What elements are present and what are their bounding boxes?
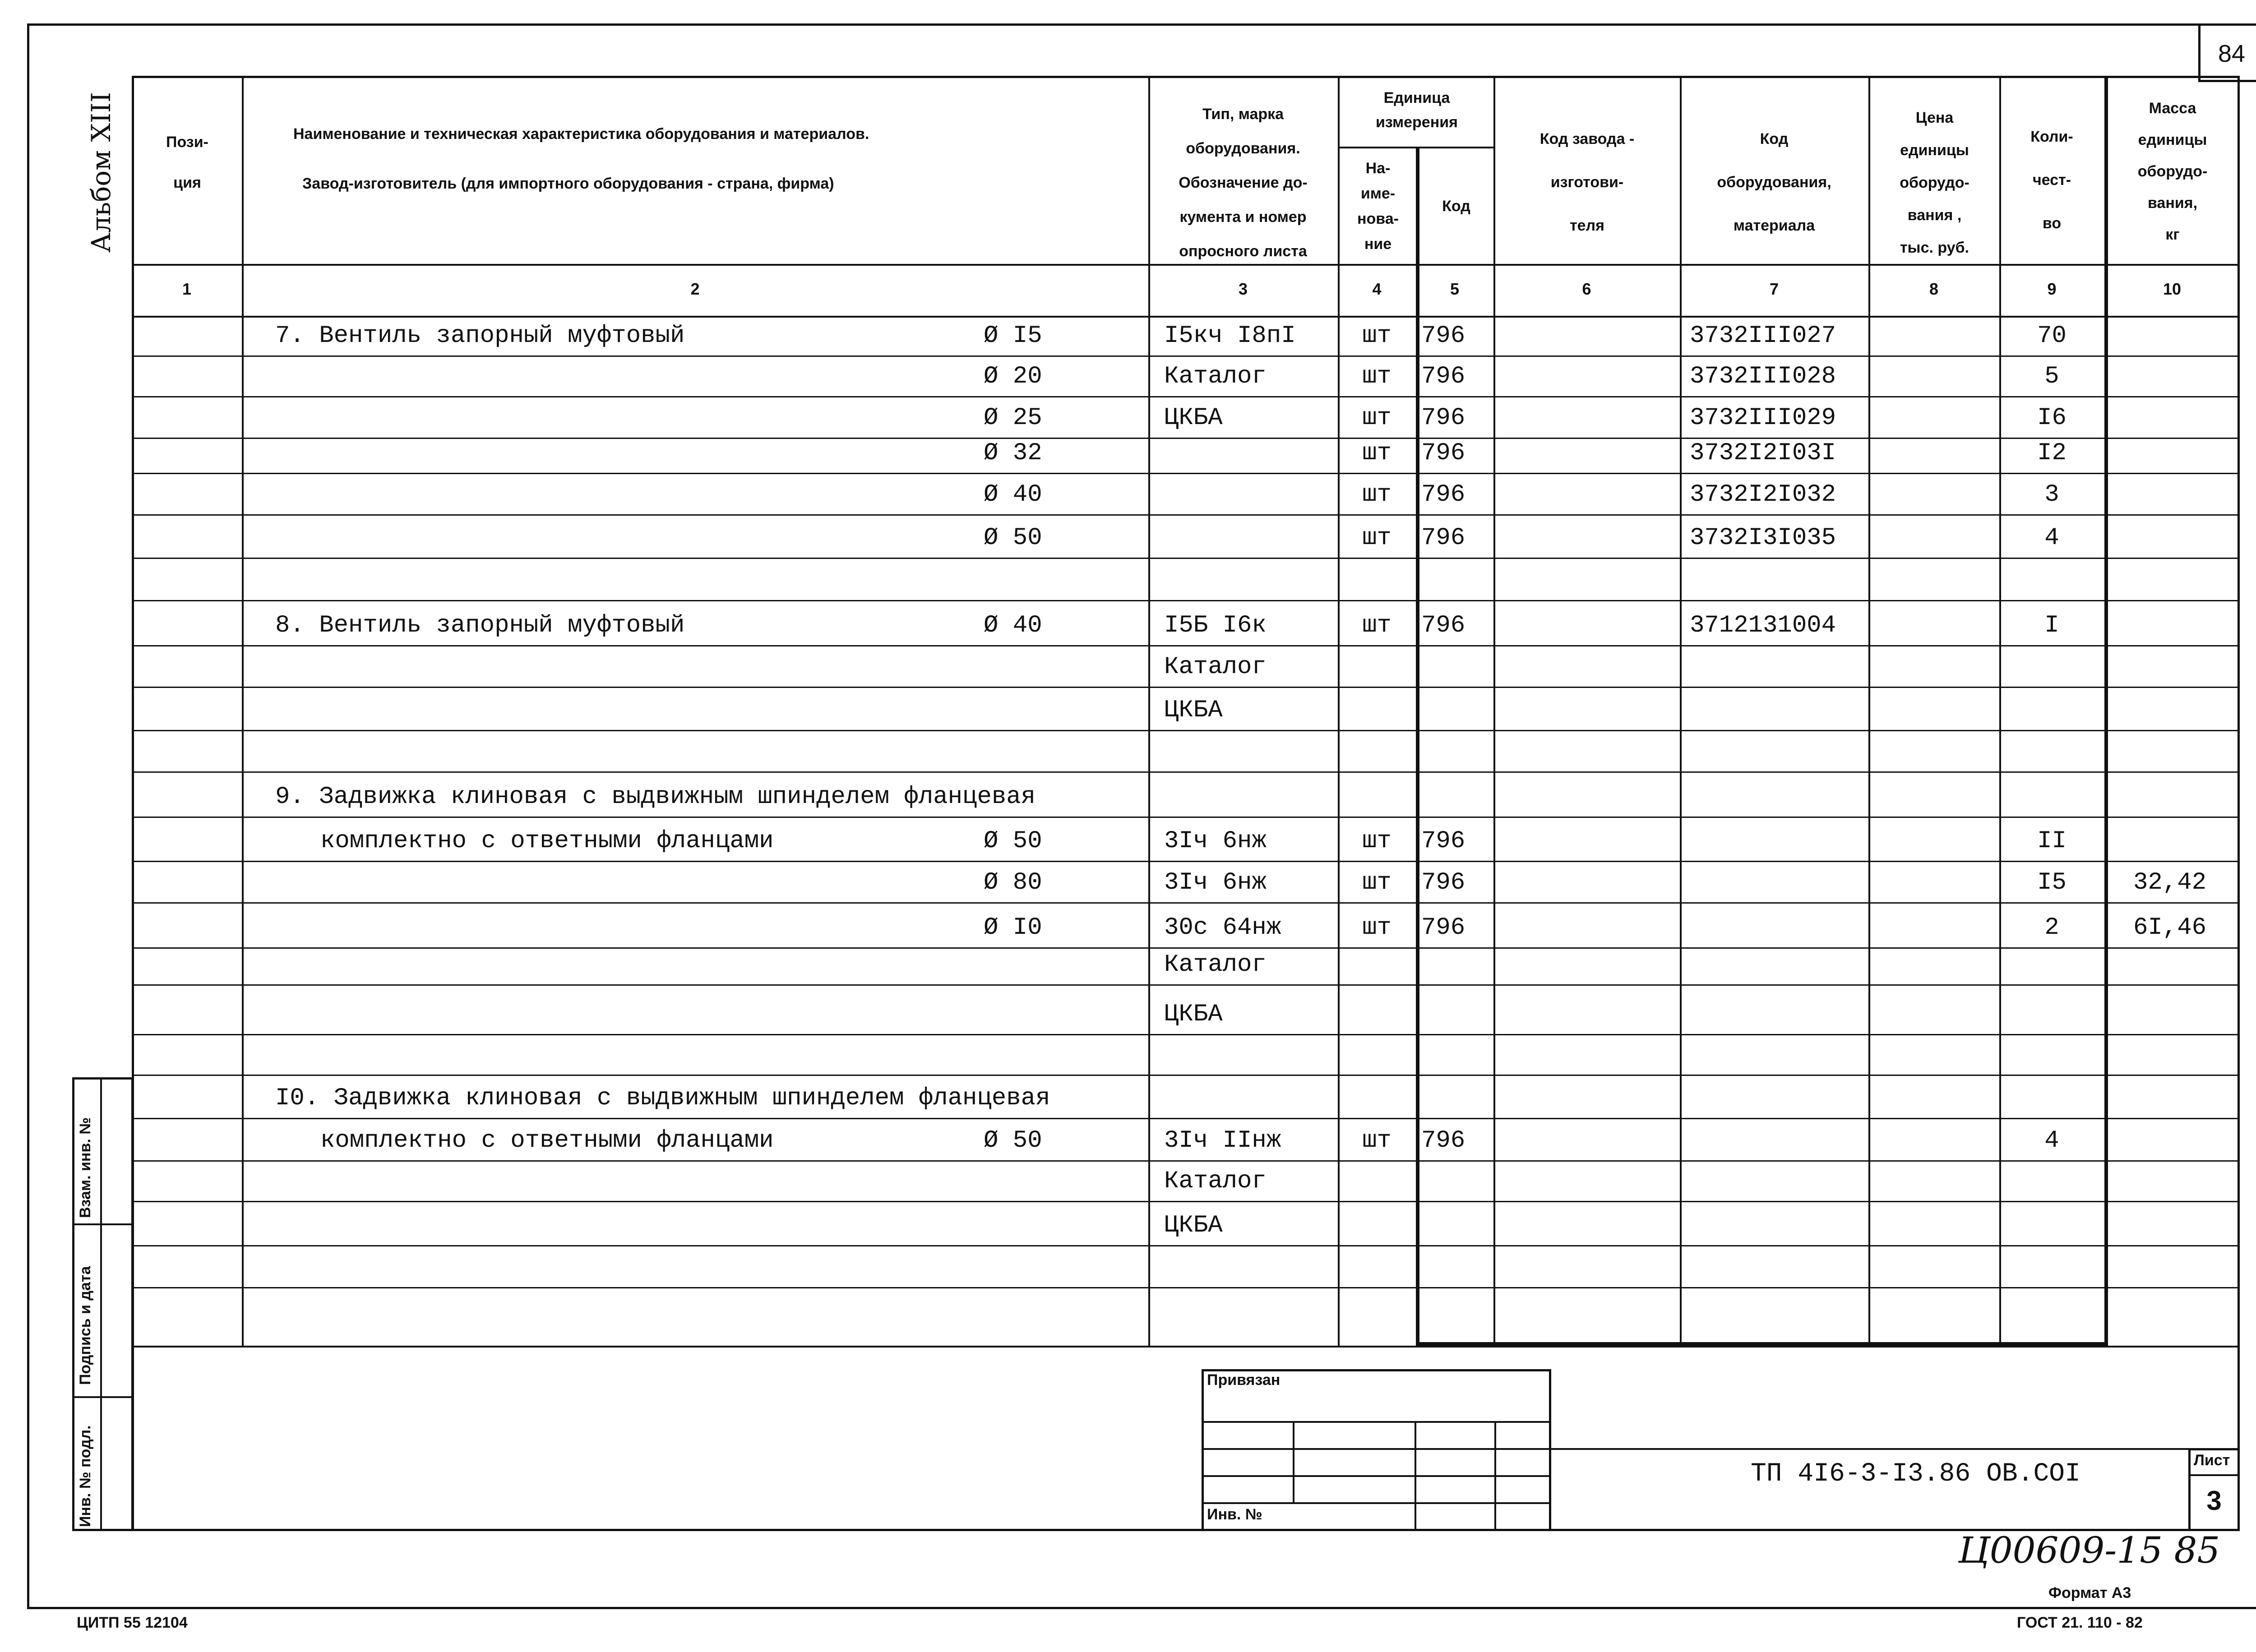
row-name: 7. Вентиль запорный муфтовый <box>275 322 685 350</box>
row-mass: 32,42 <box>2133 869 2207 896</box>
row-unit: шт <box>1362 524 1392 552</box>
row-unit-code: 796 <box>1421 1127 1465 1154</box>
header-price: Цена единицы оборудо- вания , тыс. руб. <box>1900 109 1969 256</box>
row-diameter: Ø 50 <box>984 827 1042 855</box>
row-type: ЦКБА <box>1164 1212 1223 1239</box>
colnum-5: 5 <box>1450 280 1460 298</box>
row-unit: шт <box>1362 363 1392 390</box>
header-unit-code: Код <box>1442 198 1470 215</box>
row-quantity: I5 <box>2037 869 2066 896</box>
table-row <box>132 1245 2240 1287</box>
row-quantity: 5 <box>2044 363 2059 390</box>
header-name-line1: Наименование и техническая характеристика оборудования и материалов. <box>293 125 869 143</box>
row-type: 3Iч 6нж <box>1164 869 1267 896</box>
table-row <box>132 1034 2240 1075</box>
row-type: Каталог <box>1164 1167 1267 1195</box>
row-diameter: Ø I0 <box>984 914 1042 941</box>
attached-label: Привязан <box>1207 1371 1281 1389</box>
header-position: Пози- ция <box>166 134 208 191</box>
colnum-4: 4 <box>1372 280 1382 298</box>
row-quantity: 4 <box>2044 1127 2059 1154</box>
row-name: 9. Задвижка клиновая с выдвижным шпинделем фланцевая <box>275 783 1036 811</box>
colnum-10: 10 <box>2163 280 2182 298</box>
table-row <box>132 1287 2240 1346</box>
side-label-vzam: Взам. инв. № <box>77 1117 94 1218</box>
row-unit-code: 796 <box>1421 404 1465 432</box>
row-type: Каталог <box>1164 951 1267 978</box>
row-type: 30с 64нж <box>1164 914 1281 941</box>
row-equipment-code: 3732I2I032 <box>1690 481 1836 508</box>
row-quantity: II <box>2037 827 2066 855</box>
colnum-2: 2 <box>690 280 700 298</box>
row-unit-code: 796 <box>1421 481 1465 508</box>
handwritten-note: Ц00609-15 85 <box>1958 1529 2220 1571</box>
header-quantity: Коли- чест- во <box>2030 128 2073 232</box>
table-row <box>132 514 2240 558</box>
header-type: Тип, марка оборудования. Обозначение до- кумента и номер опросного листа <box>1179 106 1308 260</box>
header-factory-code: Код завода - изготови- теля <box>1539 130 1635 234</box>
row-unit: шт <box>1362 612 1392 639</box>
row-unit: шт <box>1362 827 1392 855</box>
row-diameter: Ø 80 <box>984 869 1042 896</box>
row-unit-code: 796 <box>1421 322 1465 350</box>
footer-right: ГОСТ 21. 110 - 82 <box>2017 1614 2143 1631</box>
colnum-6: 6 <box>1582 280 1591 298</box>
row-diameter: Ø 40 <box>984 612 1042 639</box>
row-equipment-code: 3732III028 <box>1690 363 1836 390</box>
row-unit-code: 796 <box>1421 524 1465 552</box>
row-name: комплектно с ответными фланцами <box>320 1127 774 1154</box>
row-unit-code: 796 <box>1421 827 1465 855</box>
row-diameter: Ø I5 <box>984 322 1042 350</box>
side-label-signature: Подпись и дата <box>77 1266 94 1385</box>
row-unit: шт <box>1362 322 1392 350</box>
row-type: ЦКБА <box>1164 697 1223 724</box>
row-diameter: Ø 50 <box>984 524 1042 552</box>
album-label: Альбом XIII <box>86 92 116 253</box>
sheet-value: 3 <box>2206 1486 2222 1516</box>
row-unit: шт <box>1362 1127 1392 1154</box>
row-type: I5кч I8пI <box>1164 322 1296 350</box>
footer-left: ЦИТП 55 12104 <box>77 1614 188 1631</box>
row-equipment-code: 3732III027 <box>1690 322 1836 350</box>
row-type: Каталог <box>1164 653 1267 681</box>
table-row <box>132 730 2240 771</box>
row-diameter: Ø 50 <box>984 1127 1042 1154</box>
side-label-inv-podl: Инв. № подл. <box>77 1425 94 1527</box>
row-diameter: Ø 20 <box>984 363 1042 390</box>
row-quantity: I <box>2044 612 2059 639</box>
row-name: I0. Задвижка клиновая с выдвижным шпинделем фланцевая <box>275 1084 1050 1112</box>
inv-no-label: Инв. № <box>1207 1506 1262 1523</box>
row-unit-code: 796 <box>1421 363 1465 390</box>
colnum-1: 1 <box>182 280 192 298</box>
row-diameter: Ø 40 <box>984 481 1042 508</box>
row-name: комплектно с ответными фланцами <box>320 827 774 855</box>
header-unit-name: На- име- нова- ние <box>1357 160 1399 253</box>
format-label: Формат А3 <box>2048 1584 2131 1601</box>
row-quantity: I2 <box>2037 439 2066 467</box>
row-name: 8. Вентиль запорный муфтовый <box>275 612 685 639</box>
sheet-number-top: 84 <box>2218 40 2246 67</box>
row-quantity: 70 <box>2037 322 2066 350</box>
header-equipment-code: Код оборудования, материала <box>1717 130 1831 234</box>
row-unit-code: 796 <box>1421 439 1465 467</box>
row-type: ЦКБА <box>1164 1001 1223 1028</box>
header-name-line2: Завод-изготовитель (для импортного оборудования - страна, фирма) <box>302 175 834 192</box>
table-row <box>132 473 2240 514</box>
row-type: ЦКБА <box>1164 404 1223 432</box>
row-quantity: 3 <box>2044 481 2059 508</box>
row-unit: шт <box>1362 439 1392 467</box>
row-equipment-code: 3732I2I03I <box>1690 439 1836 467</box>
row-quantity: 4 <box>2044 524 2059 552</box>
row-equipment-code: 3732I3I035 <box>1690 524 1836 552</box>
header-unit-group: Единица измерения <box>1376 89 1458 131</box>
row-diameter: Ø 32 <box>984 439 1042 467</box>
header-mass: Масса единицы оборудо- вания, кг <box>2137 100 2208 243</box>
colnum-3: 3 <box>1238 280 1248 298</box>
row-type: Каталог <box>1164 363 1267 390</box>
document-code: ТП 4I6-3-I3.86 ОВ.СОI <box>1751 1459 2080 1489</box>
row-quantity: I6 <box>2037 404 2066 432</box>
row-equipment-code: 3712131004 <box>1690 612 1836 639</box>
row-type: I5Б I6к <box>1164 612 1267 639</box>
row-quantity: 2 <box>2044 914 2059 941</box>
row-diameter: Ø 25 <box>984 404 1042 432</box>
table-row <box>132 558 2240 600</box>
row-type: 3Iч IIнж <box>1164 1127 1281 1154</box>
row-type: 3Iч 6нж <box>1164 827 1267 855</box>
row-unit: шт <box>1362 481 1392 508</box>
row-unit-code: 796 <box>1421 914 1465 941</box>
table-row <box>132 438 2240 473</box>
colnum-7: 7 <box>1769 280 1779 298</box>
row-equipment-code: 3732III029 <box>1690 404 1836 432</box>
row-unit-code: 796 <box>1421 869 1465 896</box>
row-unit: шт <box>1362 914 1392 941</box>
sheet-label: Лист <box>2194 1452 2230 1469</box>
row-unit: шт <box>1362 869 1392 896</box>
row-unit-code: 796 <box>1421 612 1465 639</box>
colnum-8: 8 <box>1929 280 1939 298</box>
row-mass: 6I,46 <box>2133 914 2207 941</box>
colnum-9: 9 <box>2047 280 2057 298</box>
row-unit: шт <box>1362 404 1392 432</box>
